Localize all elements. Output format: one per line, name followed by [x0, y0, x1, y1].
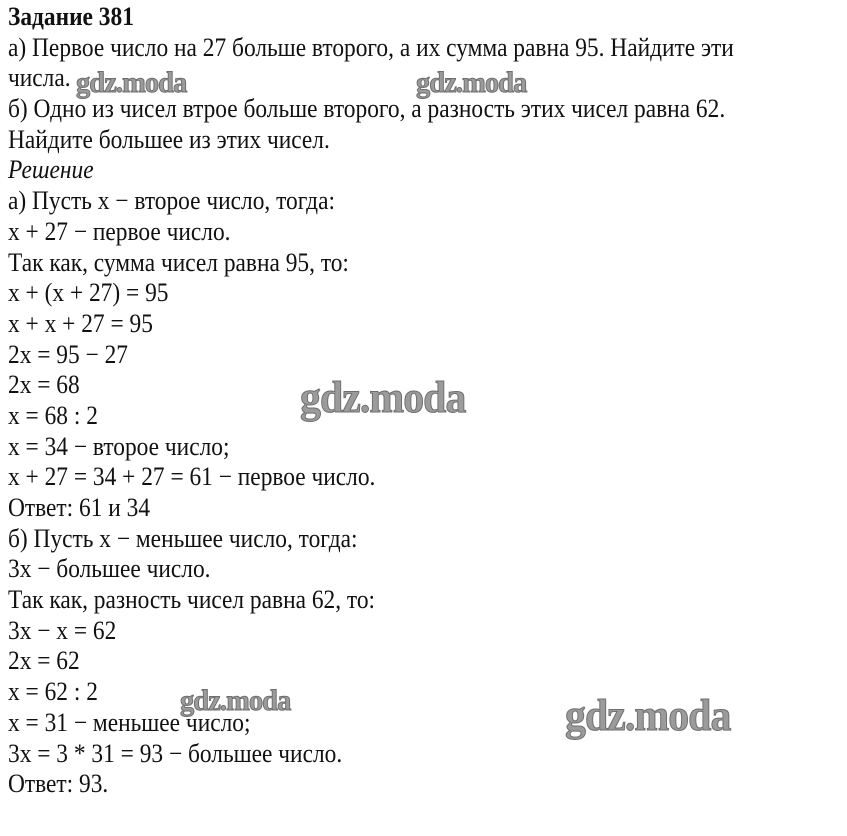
watermark: gdz.moda: [180, 684, 291, 717]
solution-line: x = 31 − меньшее число;: [8, 707, 251, 737]
solution-heading: Решение: [8, 155, 94, 185]
solution-line: 2x = 68: [8, 370, 80, 400]
solution-line: а) Пусть x − второе число, тогда:: [8, 186, 335, 216]
solution-line: 3x − x = 62: [8, 615, 117, 645]
task-text-line: а) Первое число на 27 больше второго, а их сумма равна 95. Найдите эти: [8, 32, 734, 62]
task-title: Задание 381: [8, 2, 134, 31]
answer-b: Ответ: 93.: [8, 769, 109, 799]
solution-line: x = 62 : 2: [8, 677, 98, 707]
watermark: gdz.moda: [76, 66, 187, 99]
solution-line: Так как, сумма чисел равна 95, то:: [8, 247, 349, 277]
solution-line: x = 34 − второе число;: [8, 431, 230, 461]
watermark: gdz.moda: [565, 691, 731, 740]
solution-line: 3x = 3 * 31 = 93 − большее число.: [8, 738, 343, 768]
watermark: gdz.moda: [300, 373, 466, 422]
watermark: gdz.moda: [416, 66, 527, 99]
solution-line: б) Пусть x − меньшее число, тогда:: [8, 523, 358, 553]
solution-line: 2x = 62: [8, 646, 80, 676]
solution-line: x + x + 27 = 95: [8, 308, 153, 338]
solution-line: Так как, разность чисел равна 62, то:: [8, 585, 376, 615]
solution-line: x + 27 = 34 + 27 = 61 − первое число.: [8, 462, 376, 492]
solution-line: 2x = 95 − 27: [8, 339, 128, 369]
solution-line: 3x − большее число.: [8, 554, 211, 584]
answer-a: Ответ: 61 и 34: [8, 493, 151, 522]
solution-line: x + 27 − первое число.: [8, 216, 231, 246]
task-text-line: Найдите большее из этих чисел.: [8, 124, 330, 154]
task-text-line: числа.: [8, 63, 71, 93]
task-text-line: б) Одно из чисел втрое больше второго, а разность этих чисел равна 62.: [8, 94, 726, 124]
solution-line: x = 68 : 2: [8, 400, 98, 430]
solution-line: x + (x + 27) = 95: [8, 278, 169, 308]
